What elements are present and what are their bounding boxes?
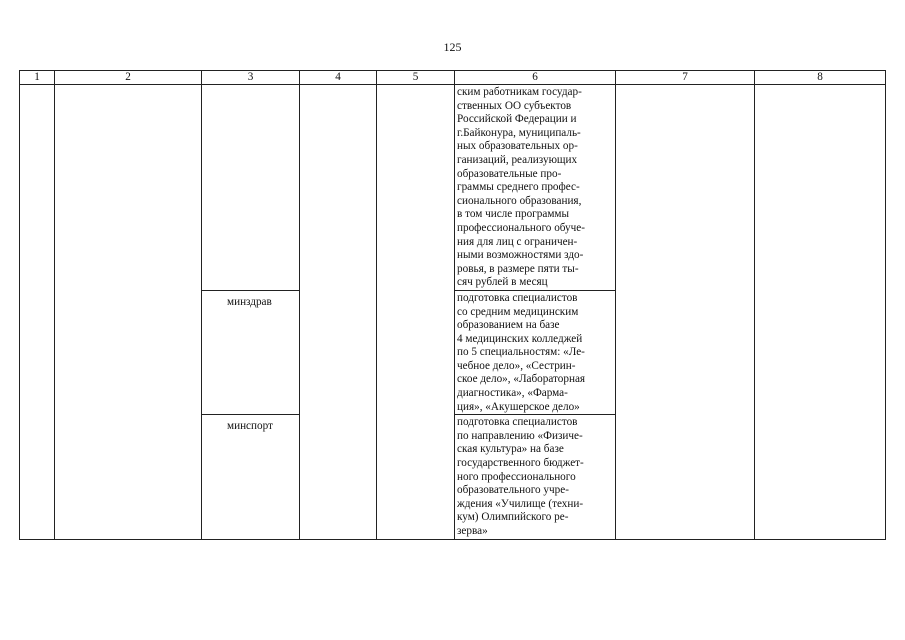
col4-cell <box>300 85 377 540</box>
description-cell <box>455 85 616 291</box>
table-row <box>20 85 886 291</box>
col2-cell <box>55 85 202 540</box>
column-header-8: 8 <box>755 71 886 85</box>
text-line: зерва» <box>457 525 488 537</box>
column-header-3: 3 <box>202 71 300 85</box>
text-line: сионального образования, <box>457 194 582 207</box>
program-table <box>19 70 886 540</box>
text-line: образовательные про- <box>457 167 562 180</box>
text-line: со средним медицинским <box>457 305 579 318</box>
text-line: образованием на базе <box>457 319 560 332</box>
text-line: подготовка специалистов <box>457 416 578 429</box>
column-header-6: 6 <box>455 71 616 85</box>
column-header-7: 7 <box>616 71 755 85</box>
col8-cell <box>755 85 886 540</box>
text-line: по 5 специальностям: «Ле- <box>457 346 585 359</box>
text-line: профессионального обуче- <box>457 221 585 234</box>
text-line: 4 медицинских колледжей <box>457 332 583 345</box>
text-line: государственного бюджет- <box>457 457 584 470</box>
text-line: ного профессионального <box>457 470 576 483</box>
text-line: г.Байконура, муниципаль- <box>457 126 581 139</box>
text-line: ция», «Акушерское дело» <box>457 400 580 413</box>
text-line: ных образовательных ор- <box>457 140 578 153</box>
description-cell <box>455 290 616 414</box>
text-line: кум) Олимпийского ре- <box>457 511 569 524</box>
text-line: ния для лиц с ограничен- <box>457 235 578 248</box>
text-line: ственных ОО субъектов <box>457 99 572 112</box>
department-cell: минспорт <box>202 415 300 539</box>
text-line: ганизаций, реализующих <box>457 153 578 166</box>
text-line: в том числе программы <box>457 208 570 221</box>
column-header-5: 5 <box>377 71 455 85</box>
text-line: граммы среднего профес- <box>457 181 580 194</box>
description-cell <box>455 415 616 539</box>
col7-cell <box>616 85 755 540</box>
text-line: образовательного учре- <box>457 484 569 497</box>
column-number-header-row <box>20 71 886 85</box>
text-line: ское дело», «Лабораторная <box>457 373 586 386</box>
text-line: ровья, в размере пяти ты- <box>457 262 579 275</box>
column-header-4: 4 <box>300 71 377 85</box>
text-line: сяч рублей в месяц <box>457 276 548 289</box>
column-header-2: 2 <box>55 71 202 85</box>
text-line: чебное дело», «Сестрин- <box>457 359 576 372</box>
department-cell: минздрав <box>202 290 300 414</box>
column-header-1: 1 <box>20 71 55 85</box>
text-line: подготовка специалистов <box>457 291 578 304</box>
page-number: 125 <box>443 40 462 54</box>
col5-cell <box>377 85 455 540</box>
text-line: диагностика», «Фарма- <box>457 387 568 400</box>
text-line: ждения «Училище (техни- <box>457 497 584 510</box>
text-line: Российской Федерации и <box>457 113 577 126</box>
department-cell <box>202 85 300 291</box>
text-line: ская культура» на базе <box>457 443 564 456</box>
col1-cell <box>20 85 55 540</box>
text-line: ским работникам государ- <box>457 86 582 98</box>
text-line: ными возможностями здо- <box>457 249 584 262</box>
text-line: по направлению «Физиче- <box>457 429 583 442</box>
